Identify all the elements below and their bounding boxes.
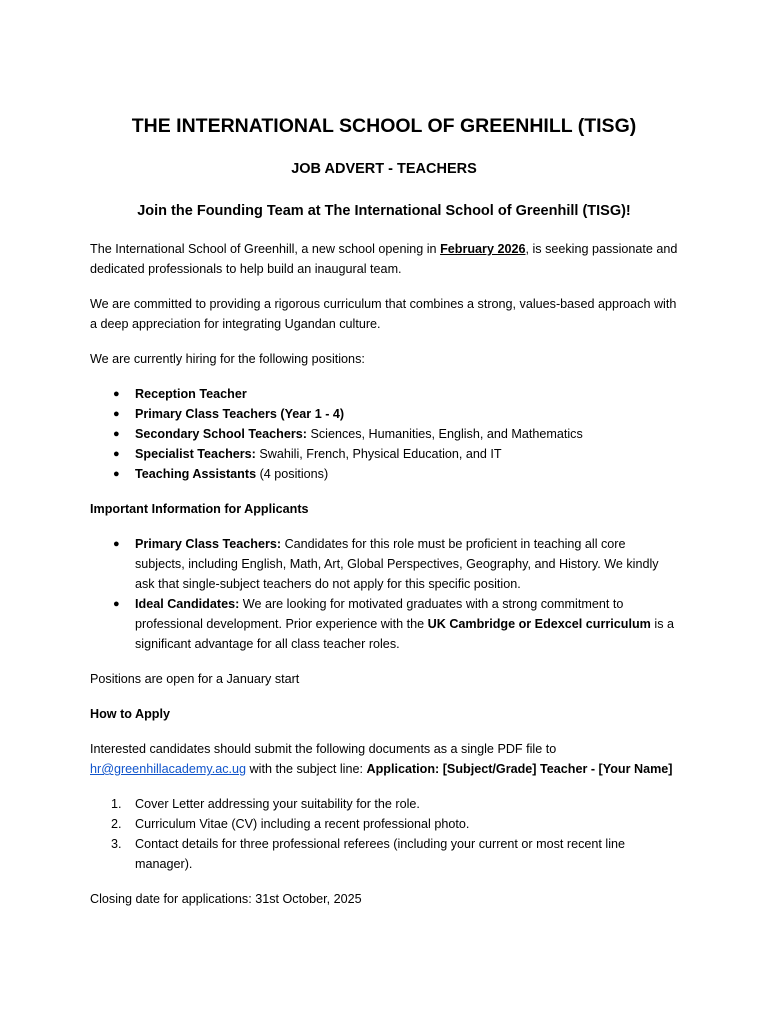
document-item [111,814,678,834]
document-item [111,794,678,814]
item-number: 3. [111,837,122,851]
item-number: 2. [111,817,122,831]
document-text: Curriculum Vitae (CV) including a recent professional photo. [135,817,470,831]
info-heading: Important Information for Applicants [90,502,309,516]
document-subtitle: JOB ADVERT - TEACHERS [291,161,477,177]
position-detail: (4 positions) [256,467,329,481]
bullet-icon: ● [113,598,120,610]
position-title: Teaching Assistants [135,467,257,481]
document-title: THE INTERNATIONAL SCHOOL OF GREENHILL (TISG) [131,115,637,137]
position-item [113,424,678,444]
tagline: Join the Founding Team at The International School of Greenhill (TISG)! [137,203,631,219]
start-note: Positions are open for a January start [90,672,300,686]
info-label: Ideal Candidates: [135,597,240,611]
bullet-icon: ● [113,448,120,460]
apply-text: Interested candidates should submit the following documents as a single PDF file to [90,742,557,756]
document-item [111,834,678,874]
commitment-paragraph: We are committed to providing a rigorous curriculum that combines a strong, values-based approach with a deep appreciation for integrating Ugandan culture. [90,297,677,331]
apply-text: with the subject line: [246,762,367,776]
position-title: Reception Teacher [135,387,247,401]
position-item [113,384,678,404]
intro-text-end: , is seeking passionate and dedicated professionals to help build an inaugural team. [90,242,678,276]
info-label: Primary Class Teachers: [135,537,282,551]
bullet-icon: ● [113,428,120,440]
position-item [113,404,678,424]
position-title: Primary Class Teachers (Year 1 - 4) [135,407,345,421]
apply-paragraph [90,739,678,779]
info-list [90,534,678,654]
position-item [113,444,678,464]
item-number: 1. [111,797,122,811]
info-item-ideal [113,594,678,654]
position-detail: Swahili, French, Physical Education, and IT [255,447,502,461]
email-link[interactable]: hr@greenhillacademy.ac.ug [90,762,247,776]
position-item [113,464,678,484]
bullet-icon: ● [113,538,120,550]
intro-text-start: The International School of Greenhill, a new school opening in [90,242,441,256]
document-text: Cover Letter addressing your suitability for the role. [135,797,420,811]
intro-paragraph [90,239,678,279]
closing-date: Closing date for applications: 31st October, 2025 [90,892,362,906]
info-item-primary [113,534,678,594]
document-text: Contact details for three professional referees (including your current or most recent line manager). [135,837,625,871]
info-text: We are looking for motivated graduates with a strong commitment to professional development. Prior experience with the [135,597,624,631]
position-title: Secondary School Teachers: [135,427,307,441]
curriculum-highlight: UK Cambridge or Edexcel curriculum [427,617,651,631]
positions-list [90,384,678,484]
documents-list [90,794,678,874]
bullet-icon: ● [113,388,120,400]
apply-heading: How to Apply [90,707,170,721]
opening-date: February 2026 [440,242,526,256]
bullet-icon: ● [113,468,120,480]
email-subject-line: Application: [Subject/Grade] Teacher - [Your Name] [366,762,673,776]
info-text: is a significant advantage for all class teacher roles. [135,617,674,651]
position-title: Specialist Teachers: [135,447,256,461]
info-text: Candidates for this role must be proficient in teaching all core subjects, including English, Math, Art, Global Perspectives, Geography, and History. We kindly ask that single-subject teachers do not apply for this specific position. [135,537,659,591]
hiring-intro: We are currently hiring for the following positions: [90,352,365,366]
position-detail: Sciences, Humanities, English, and Mathematics [306,427,583,441]
bullet-icon: ● [113,408,120,420]
